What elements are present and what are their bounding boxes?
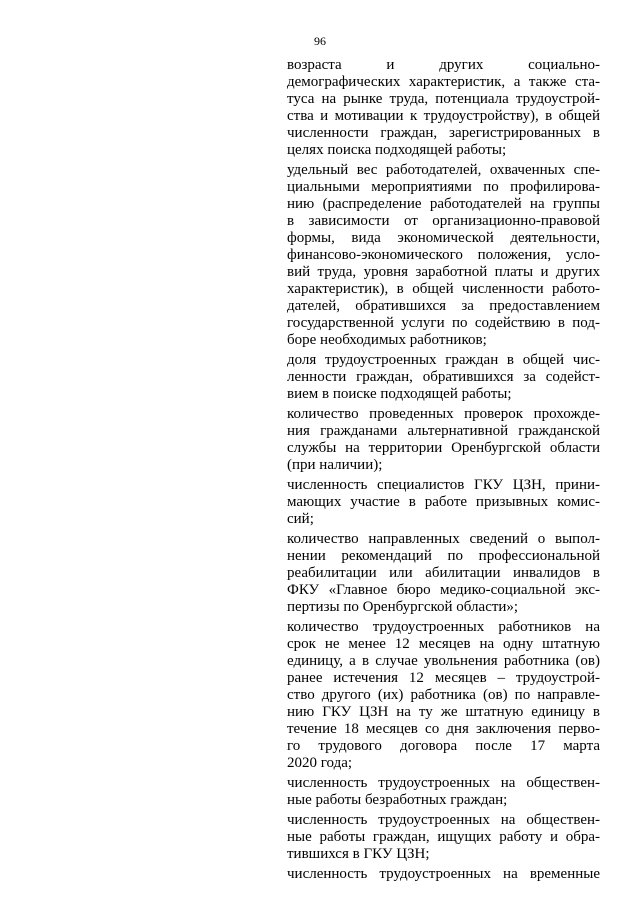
text-line: формы, вида экономической деятельности, — [287, 230, 600, 246]
text-line: в зависимости от организационно-правовой — [287, 213, 600, 229]
text-line: сий; — [287, 511, 314, 527]
text-line: ленности граждан, обратившихся за содейст- — [287, 369, 600, 385]
paragraph — [287, 57, 600, 159]
text-line: ства и мотивации к трудоустройству), в общей — [287, 108, 600, 124]
text-line: нию ГКУ ЦЗН на ту же штатную единицу в — [287, 704, 600, 720]
text-line: вий труда, уровня заработной платы и других — [287, 264, 600, 280]
paragraph — [287, 352, 600, 403]
text-line: численность трудоустроенных на обществен- — [287, 775, 600, 791]
text-line: целях поиска подходящей работы; — [287, 142, 507, 158]
paragraph — [287, 812, 600, 863]
paragraph — [287, 531, 600, 616]
text-line: боре необходимых работников; — [287, 332, 487, 348]
text-line: мающих участие в работе призывных комис- — [287, 494, 600, 510]
text-line: пертизы по Оренбургской области»; — [287, 599, 519, 615]
paragraph — [287, 775, 600, 809]
text-line: течение 18 месяцев со дня заключения перво- — [287, 721, 600, 737]
text-line: службы на территории Оренбургской области — [287, 440, 600, 456]
text-line: доля трудоустроенных граждан в общей чис- — [287, 352, 600, 368]
text-line: ные работы граждан, ищущих работу и обра- — [287, 829, 600, 845]
text-line: ФКУ «Главное бюро медико-социальной экс- — [287, 582, 600, 598]
text-line: ство другого (их) работника (ов) по направле- — [287, 687, 600, 703]
text-line: тившихся в ГКУ ЦЗН; — [287, 846, 430, 862]
text-line: циальными мероприятиями по профилирова- — [287, 179, 600, 195]
text-line: ния гражданами альтернативной гражданской — [287, 423, 600, 439]
text-line: количество трудоустроенных работников на — [287, 619, 600, 635]
text-line: количество проведенных проверок прохожде- — [287, 406, 600, 422]
paragraph — [287, 162, 600, 349]
paragraph — [287, 477, 600, 528]
document-body — [287, 57, 600, 883]
text-line: туса на рынке труда, потенциала трудоустрой- — [287, 91, 600, 107]
text-line: ные работы безработных граждан; — [287, 792, 508, 808]
text-line: демографических характеристик, а также ста- — [287, 74, 600, 90]
text-line: реабилитации или абилитации инвалидов в — [287, 565, 600, 581]
text-line: вием в поиске подходящей работы; — [287, 386, 512, 402]
paragraph — [287, 406, 600, 474]
text-line: государственной услуги по содействию в под- — [287, 315, 600, 331]
text-line: численность трудоустроенных на временные — [287, 866, 600, 882]
text-line: срок не менее 12 месяцев на одну штатную — [287, 636, 600, 652]
text-line: численность трудоустроенных на обществен- — [287, 812, 600, 828]
text-line: нию (распределение работодателей на группы — [287, 196, 600, 212]
text-line: го трудового договора после 17 марта — [287, 738, 600, 754]
text-line: единицу, а в случае увольнения работника (ов) — [287, 653, 600, 669]
text-line: 2020 года; — [287, 755, 353, 771]
text-line: ранее истечения 12 месяцев – трудоустрой- — [287, 670, 600, 686]
text-line: характеристик), в общей численности работо- — [287, 281, 600, 297]
paragraph — [287, 619, 600, 772]
text-line: (при наличии); — [287, 457, 383, 473]
text-line: удельный вес работодателей, охваченных спе- — [287, 162, 600, 178]
page-number: 96 — [314, 34, 326, 48]
text-line: численности граждан, зарегистрированных в — [287, 125, 600, 141]
text-line: количество направленных сведений о выпол- — [287, 531, 600, 547]
text-line: нении рекомендаций по профессиональной — [287, 548, 600, 564]
text-line: возраста и других социально- — [287, 57, 600, 73]
text-line: численность специалистов ГКУ ЦЗН, прини- — [287, 477, 600, 493]
text-line: дателей, обратившихся за предоставлением — [287, 298, 600, 314]
text-line: финансово-экономического положения, усло- — [287, 247, 600, 263]
paragraph — [287, 866, 600, 883]
